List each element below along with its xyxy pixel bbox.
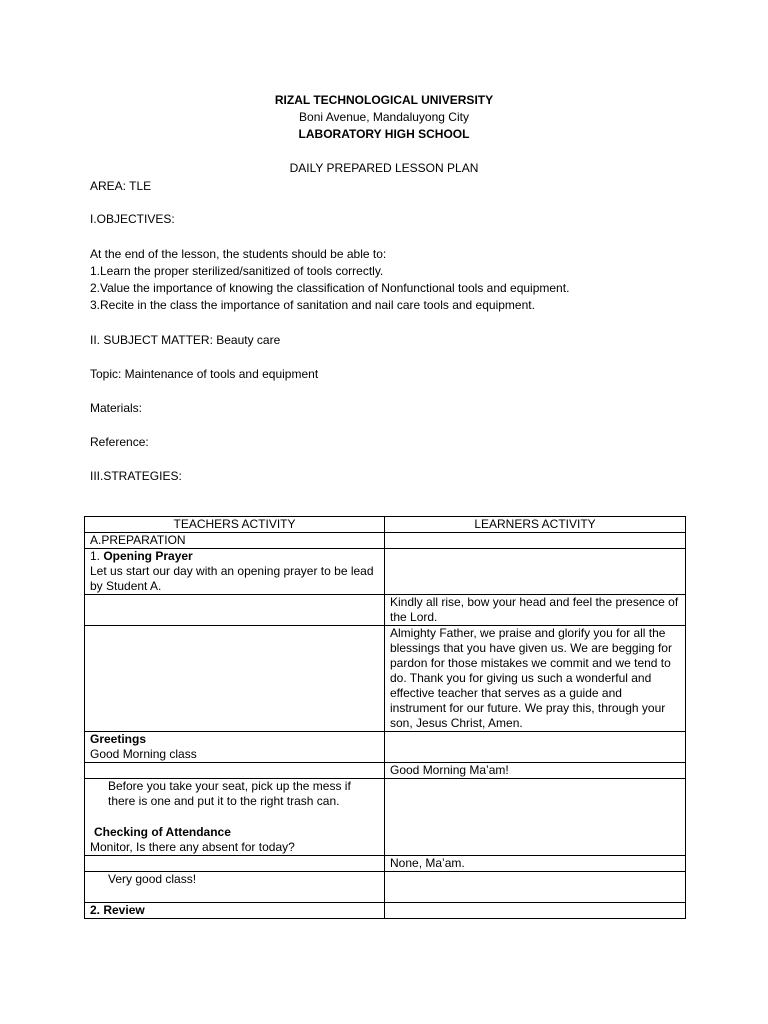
empty-cell [385,872,686,903]
objective-item: 2.Value the importance of knowing the classification of Nonfunctional tools and equipment. [90,281,570,295]
very-good-cell [85,872,385,903]
empty-cell [385,533,686,549]
objectives-heading: I.OBJECTIVES: [90,212,175,226]
table-row [85,763,686,779]
attendance-reply-cell: None, Ma’am. [385,856,686,872]
objective-item: 3.Recite in the class the importance of sanitation and nail care tools and equipment. [90,298,535,312]
school-name: LABORATORY HIGH SCHOOL [298,127,470,141]
subject-matter: II. SUBJECT MATTER: Beauty care [90,333,281,347]
opening-prayer-number: 1. [90,549,104,563]
review-cell: 2. Review [85,903,385,919]
seat-instruction: Before you take your seat, pick up the mess if there is one and put it to the right trash can. [108,779,351,808]
empty-cell [85,626,385,732]
opening-prayer-title: Opening Prayer [103,549,193,563]
area-line: AREA: TLE [90,179,152,193]
empty-cell [85,595,385,626]
table-header-row [85,517,686,533]
empty-cell [385,903,686,919]
empty-cell [385,732,686,763]
university-address: Boni Avenue, Mandaluyong City [299,110,469,124]
table-row [85,533,686,549]
rise-text-cell: Kindly all rise, bow your head and feel the presence of the Lord. [385,595,686,626]
table-row [85,856,686,872]
objectives-intro: At the end of the lesson, the students should be able to: [90,247,387,261]
learners-activity-header: LEARNERS ACTIVITY [385,517,686,533]
prayer-text-cell: Almighty Father, we praise and glorify you for all the blessings that you have given us. We are begging for pardon for those mistakes we commit and we tend to do. Thank you for giving us such a wonderful and effective teacher that serves as a guide and instrument for our future. We pray this, through your son, Jesus Christ, Amen. [385,626,686,732]
university-name: RIZAL TECHNOLOGICAL UNIVERSITY [274,93,494,107]
topic-line: Topic: Maintenance of tools and equipment [90,367,319,381]
greetings-text: Good Morning class [90,747,197,761]
attendance-title: Checking of Attendance [94,825,231,839]
empty-cell [85,856,385,872]
table-row [85,626,686,732]
materials-line: Materials: [90,401,143,415]
opening-prayer-text: Let us start our day with an opening prayer to be lead by Student A. [90,564,374,593]
table-row [85,549,686,595]
reference-line: Reference: [90,435,149,449]
empty-cell [85,763,385,779]
empty-cell [385,779,686,856]
table-row [85,872,686,903]
table-row [85,903,686,919]
activities-table [84,516,686,919]
strategies-heading: III.STRATEGIES: [90,469,182,483]
greetings-reply-cell: Good Morning Ma’am! [385,763,686,779]
empty-cell [385,549,686,595]
teachers-activity-header: TEACHERS ACTIVITY [85,517,385,533]
table-row [85,595,686,626]
document-title: DAILY PREPARED LESSON PLAN [289,161,479,175]
attendance-text: Monitor, Is there any absent for today? [90,840,295,854]
table-row [85,732,686,763]
greetings-cell [85,732,385,763]
greetings-title: Greetings [90,732,147,746]
very-good-text: Very good class! [108,872,197,886]
preparation-cell: A.PREPARATION [85,533,385,549]
objective-item: 1.Learn the proper sterilized/sanitized of tools correctly. [90,264,384,278]
table-row [85,779,686,856]
seat-attendance-cell [85,779,385,856]
opening-prayer-cell [85,549,385,595]
